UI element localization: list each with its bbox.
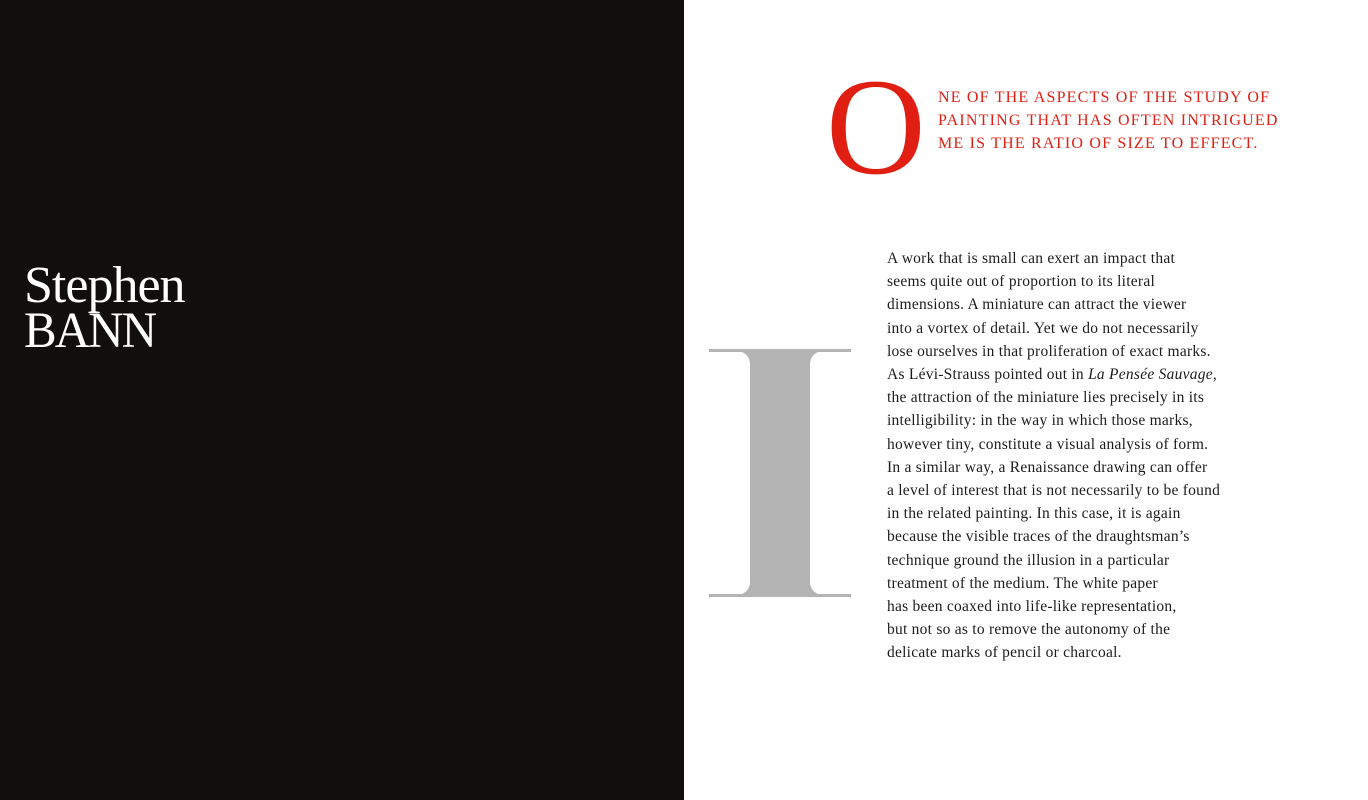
body-line: delicate marks of pencil or charcoal.: [887, 644, 1122, 662]
body-line: lose ourselves in that proliferation of exact marks.: [887, 342, 1211, 360]
body-line: dimensions. A miniature can attract the viewer: [887, 296, 1187, 314]
body-line: intelligibility: in the way in which those marks,: [887, 412, 1193, 430]
body-line: but not so as to remove the autonomy of the: [887, 621, 1171, 639]
body-line: into a vortex of detail. Yet we do not necessarily: [887, 319, 1199, 337]
body-line: the attraction of the miniature lies precisely in its: [887, 389, 1205, 407]
author-first-name: Stephen: [24, 257, 185, 314]
body-line: in the related painting. In this case, it is again: [887, 505, 1181, 523]
lead-line: ME IS THE RATIO OF SIZE TO EFFECT.: [938, 135, 1259, 152]
body-line-text: As Lévi-Strauss pointed out in: [887, 366, 1089, 384]
body-line: A work that is small can exert an impact that: [887, 250, 1176, 267]
body-line: however tiny, constitute a visual analysis of form.: [887, 435, 1209, 453]
body-line: a level of interest that is not necessarily to be found: [887, 482, 1221, 500]
body-line: treatment of the medium. The white paper: [887, 574, 1158, 592]
drop-cap-o: O: [826, 50, 926, 203]
large-initial-i: [709, 349, 851, 597]
lead-line: NE OF THE ASPECTS OF THE STUDY OF: [938, 89, 1271, 106]
body-paragraph: [887, 247, 1307, 665]
body-line: because the visible traces of the draughtsman’s: [887, 528, 1190, 546]
body-line: In a similar way, a Renaissance drawing can offer: [887, 458, 1208, 476]
book-title: La Pensée Sauvage: [1088, 366, 1213, 384]
body-line-punctuation: ,: [1212, 366, 1217, 384]
body-line: seems quite out of proportion to its literal: [887, 273, 1155, 291]
lead-paragraph: [938, 86, 1338, 155]
body-line: technique ground the illusion in a particular: [887, 551, 1170, 569]
lead-line: PAINTING THAT HAS OFTEN INTRIGUED: [938, 112, 1279, 129]
author-name: [24, 257, 185, 359]
body-line-with-title: [887, 363, 1307, 386]
body-line: has been coaxed into life-like representation,: [887, 598, 1177, 616]
author-last-name: BANN: [24, 303, 156, 359]
